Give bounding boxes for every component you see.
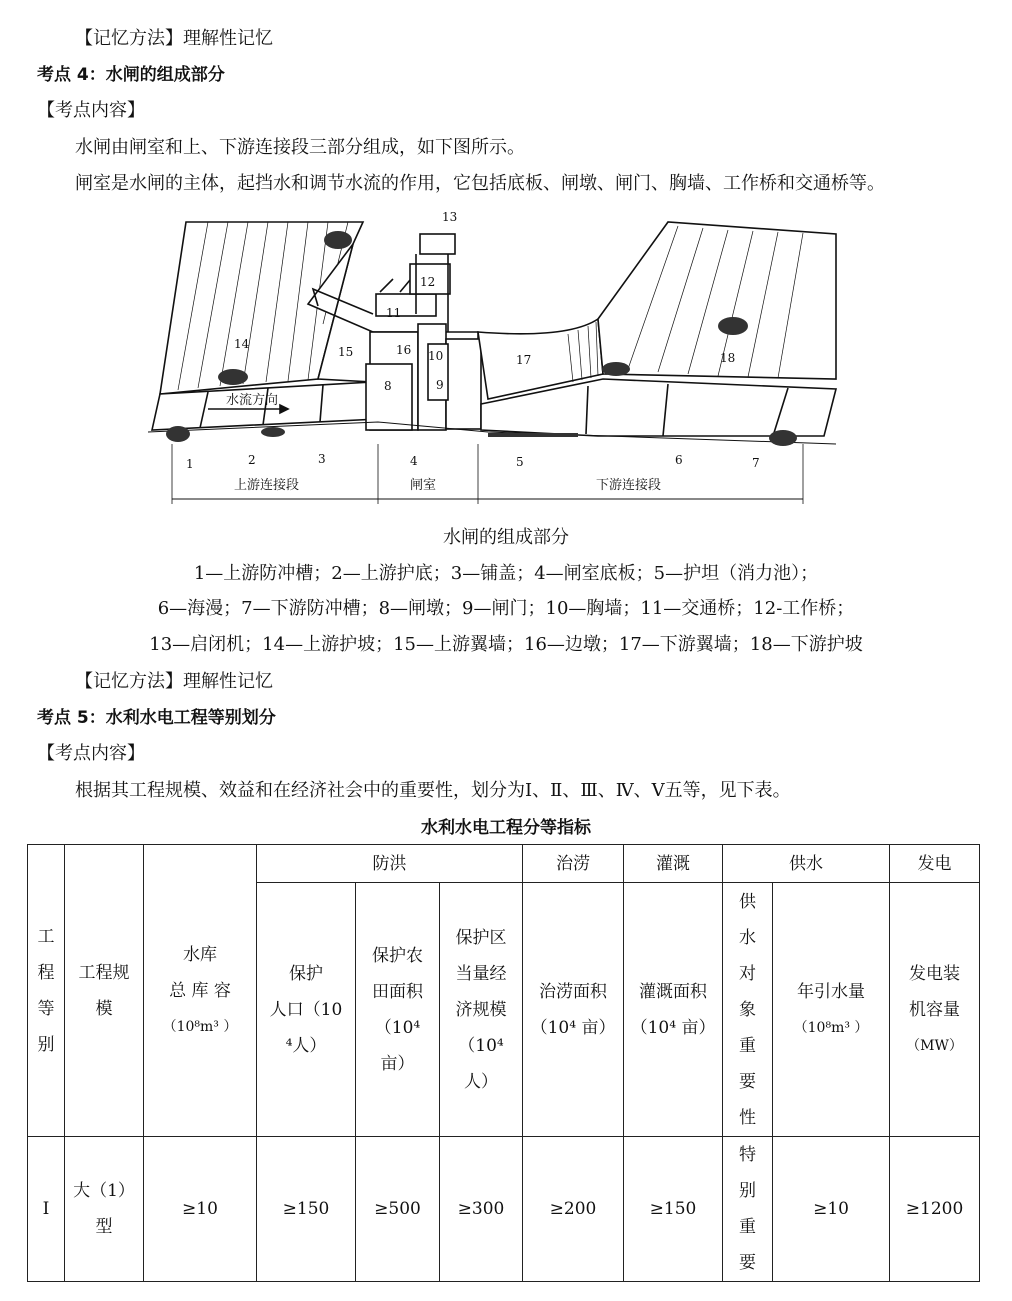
point5-para1: 根据其工程规模、效益和在经济社会中的重要性，划分为Ⅰ、Ⅱ、Ⅲ、Ⅳ、Ⅴ五等，见下表。 (75, 780, 791, 801)
legend-line-1: 1—上游防冲槽；2—上游护底；3—铺盖；4—闸室底板；5—护坦（消力池）； (193, 563, 819, 584)
legend-line-3: 13—启闭机；14—上游护坡；15—上游翼墙；16—边墩；17—下游翼墙；18—下游护坡 (149, 634, 863, 655)
diagram-flow-label: 水流方向 (226, 393, 279, 408)
header-importance: 供水对象重要性 (723, 883, 773, 1137)
diagram-num-1: 1 (186, 457, 194, 471)
diagram-caption: 水闸的组成部分 (443, 527, 569, 548)
cell-power-capacity: ≥1200 (890, 1137, 980, 1282)
header-water-volume: 年引水量 （10⁸m³ ） (773, 883, 890, 1137)
diagram-num-10: 10 (428, 349, 444, 363)
diagram-num-7: 7 (752, 456, 760, 470)
header-reservoir: 水库 总 库 容 （10⁸m³ ） (144, 845, 257, 1137)
memory-method-2: 【记忆方法】理解性记忆 (75, 671, 273, 692)
group-supply: 供水 (723, 845, 890, 883)
group-irrigate: 灌溉 (624, 845, 723, 883)
point5-title: 考点 5：水利水电工程等别划分 (37, 708, 276, 728)
header-power-capacity: 发电装 机容量 （MW） (890, 883, 980, 1137)
cell-population: ≥150 (257, 1137, 356, 1282)
header-economy: 保护区 当量经 济规模 （10⁴ 人） (440, 883, 523, 1137)
diagram-section-chamber: 闸室 (410, 478, 437, 493)
grade-table (27, 844, 980, 1282)
diagram-num-4: 4 (410, 454, 418, 468)
header-population: 保护 人口（10 ⁴人） (257, 883, 356, 1137)
diagram-num-16: 16 (396, 343, 412, 357)
group-power: 发电 (890, 845, 980, 883)
point4-title: 考点 4：水闸的组成部分 (37, 65, 225, 85)
diagram-num-9: 9 (436, 378, 444, 392)
diagram-num-11: 11 (386, 306, 402, 320)
diagram-num-2: 2 (248, 453, 256, 467)
group-flood: 防洪 (257, 845, 523, 883)
diagram-num-13: 13 (442, 210, 458, 224)
diagram-num-15: 15 (338, 345, 354, 359)
header-scale: 工程规模 (65, 845, 144, 1137)
diagram-num-18: 18 (720, 351, 736, 365)
cell-farmland: ≥500 (356, 1137, 440, 1282)
diagram-num-6: 6 (675, 453, 683, 467)
group-drain: 治涝 (523, 845, 624, 883)
cell-reservoir: ≥10 (144, 1137, 257, 1282)
point4-para1: 水闸由闸室和上、下游连接段三部分组成，如下图所示。 (75, 137, 525, 158)
cell-rank: Ⅰ (28, 1137, 65, 1282)
header-farmland: 保护农 田面积 （10⁴ 亩） (356, 883, 440, 1137)
cell-importance: 特别重要 (723, 1137, 773, 1282)
diagram-section-upstream: 上游连接段 (234, 478, 300, 493)
memory-method-1: 【记忆方法】理解性记忆 (75, 28, 273, 49)
header-rank: 工程等别 (28, 845, 65, 1137)
diagram-num-5: 5 (516, 455, 524, 469)
table-title: 水利水电工程分等指标 (421, 818, 591, 838)
cell-scale: 大（1） 型 (65, 1137, 144, 1282)
header-irrigation-area: 灌溉面积 （10⁴ 亩） (624, 883, 723, 1137)
diagram-num-14: 14 (234, 337, 250, 351)
legend-line-2: 6—海漫；7—下游防冲槽；8—闸墩；9—闸门；10—胸墙；11—交通桥；12-工作桥； (157, 598, 855, 619)
diagram-num-17: 17 (516, 353, 532, 367)
point4-content-label: 【考点内容】 (37, 100, 145, 121)
diagram-section-downstream: 下游连接段 (596, 478, 662, 493)
cell-economy: ≥300 (440, 1137, 523, 1282)
cell-irrigation-area: ≥150 (624, 1137, 723, 1282)
diagram-num-8: 8 (384, 379, 392, 393)
cell-drain-area: ≥200 (523, 1137, 624, 1282)
diagram-num-3: 3 (318, 452, 326, 466)
point4-para2: 闸室是水闸的主体，起挡水和调节水流的作用，它包括底板、闸墩、闸门、胸墙、工作桥和交通桥等。 (75, 173, 885, 194)
cell-water-volume: ≥10 (773, 1137, 890, 1282)
table-row (28, 1137, 980, 1282)
diagram-num-12: 12 (420, 275, 436, 289)
sluice-diagram (148, 204, 838, 516)
point5-content-label: 【考点内容】 (37, 743, 145, 764)
header-drain-area: 治涝面积 （10⁴ 亩） (523, 883, 624, 1137)
